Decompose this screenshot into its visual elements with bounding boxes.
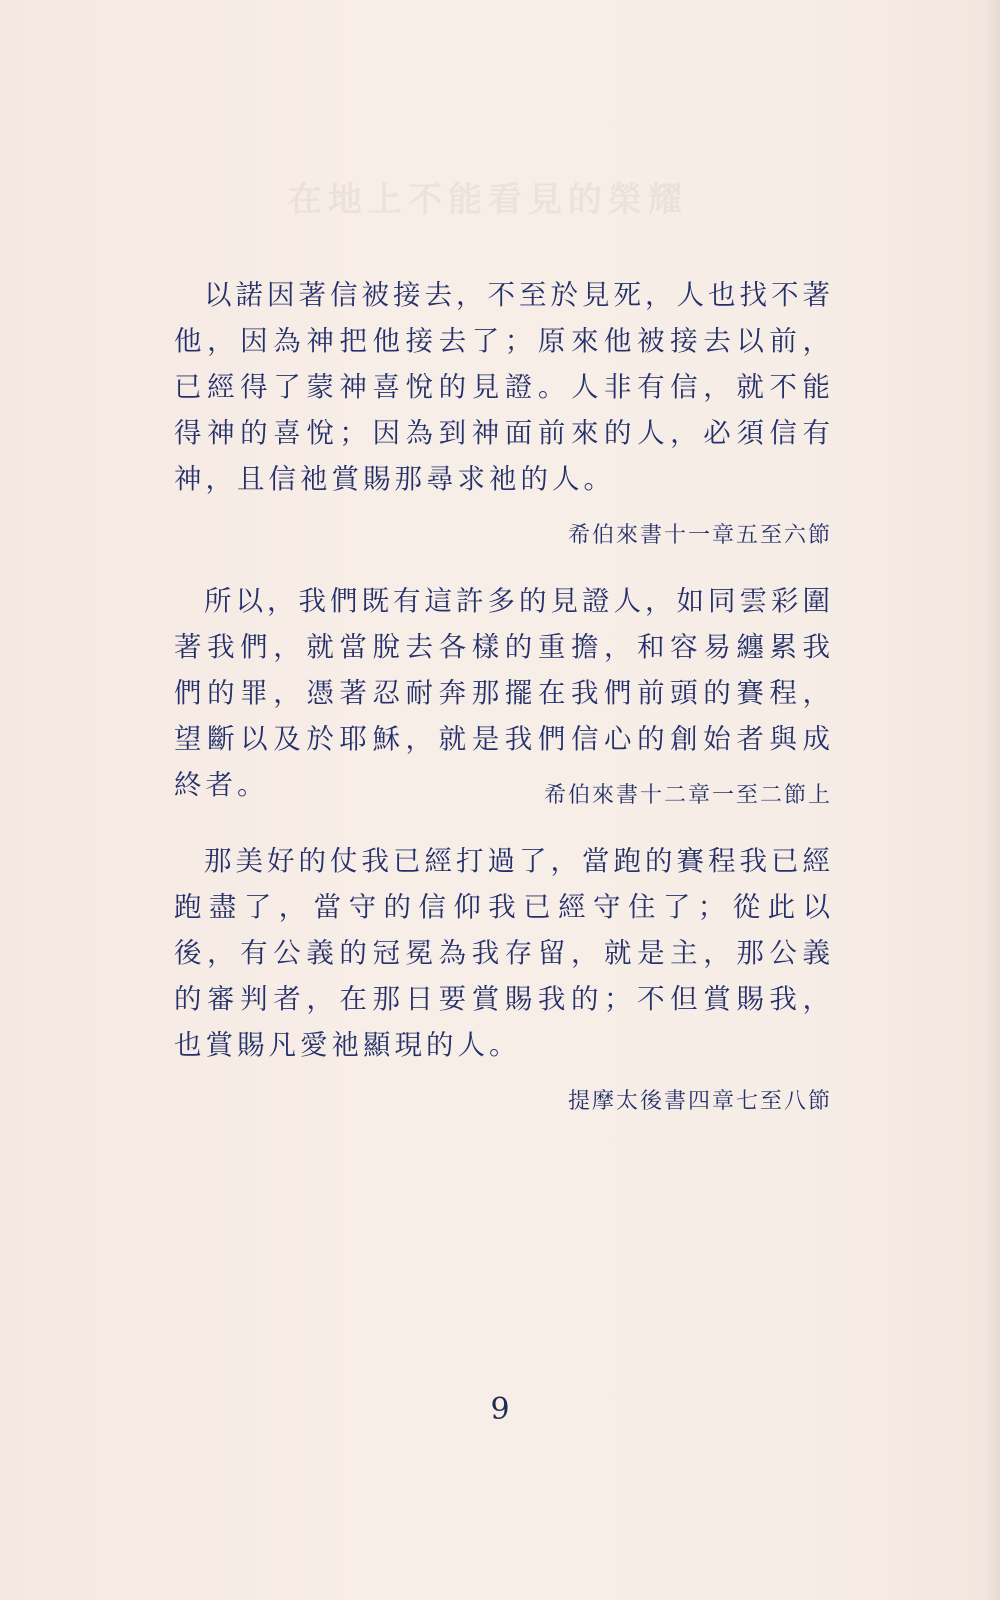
passage-2-text: 所以，我們既有這許多的見證人，如同雲彩圍著我們，就當脫去各樣的重擔，和容易纏累我們的罪，憑著忍耐奔那擺在我們前頭的賽程，望斷以及於耶穌，就是我們信心的創始者與成終者。 — [174, 585, 834, 801]
passage-1-text: 以諾因著信被接去，不至於見死，人也找不著他，因為神把他接去了；原來他被接去以前，已經得了蒙神喜悅的見證。人非有信，就不能得神的喜悅；因為到神面前來的人，必須信有神，且信祂賞賜那尋求祂的人。 — [174, 279, 834, 495]
passage-3-text: 那美好的仗我已經打過了，當跑的賽程我已經跑盡了，當守的信仰我已經守住了；從此以後，有公義的冠冕為我存留，就是主，那公義的審判者，在那日要賞賜我的；不但賞賜我，也賞賜凡愛祂顯現的人。 — [174, 845, 834, 1061]
passage-3-reference: 提摩太後書四章七至八節 — [567, 1089, 832, 1114]
passage-2-reference: 希伯來書十二章一至二節上 — [543, 783, 832, 808]
passage-1-reference: 希伯來書十一章五至六節 — [567, 523, 832, 548]
bleed-through-title: 在地上不能看見的榮耀 — [288, 180, 688, 220]
page-edge-shadow — [982, 0, 1000, 1600]
page-number: 9 — [490, 1392, 510, 1427]
